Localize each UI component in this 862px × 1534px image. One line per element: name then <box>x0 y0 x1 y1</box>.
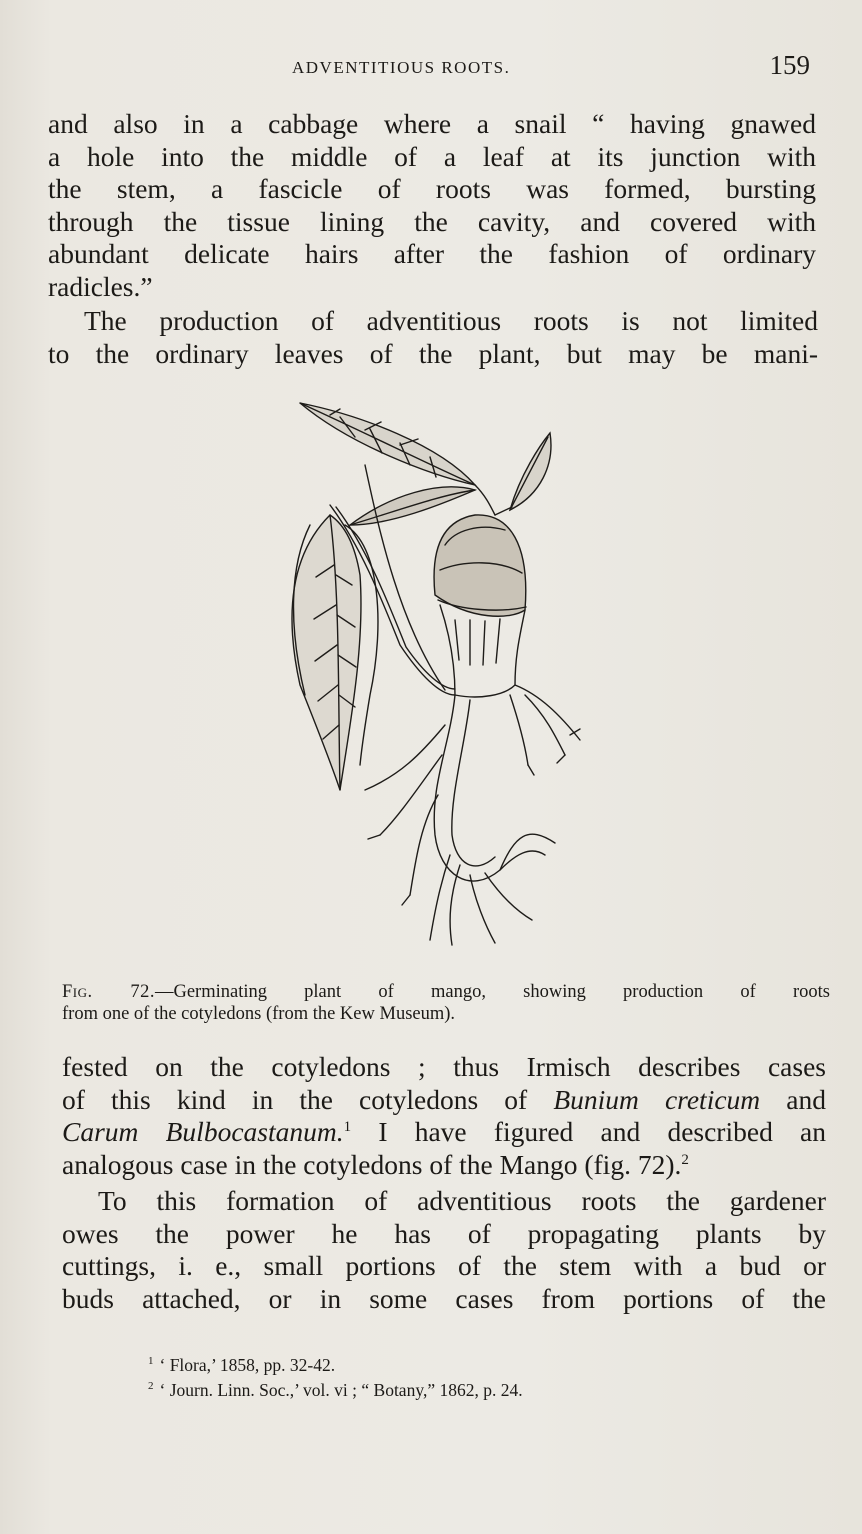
caption-line: from one of the cotyledons (from the Kew Museum). <box>62 1004 456 1024</box>
text-line: the stem, a fascicle of roots was formed, bursting <box>48 173 816 205</box>
text-line: The production of adventitious roots is not limited <box>84 305 818 336</box>
caption-line <box>62 981 830 1003</box>
paragraph-cabbage <box>48 108 816 304</box>
text-line: abundant delicate hairs after the fashion of ordinary <box>48 238 816 270</box>
figure-label: Fig. 72. <box>62 982 155 1002</box>
text-line <box>62 1116 826 1149</box>
text-fragment: analogous case in the cotyledons of the Mango (fig. 72). <box>62 1148 682 1180</box>
footnote-ref: 1 <box>343 1119 352 1136</box>
paragraph-production <box>48 305 818 370</box>
text-fragment: of this kind in the cotyledons of <box>62 1083 554 1115</box>
figure-caption <box>62 981 830 1025</box>
footnote-ref: 2 <box>681 1151 689 1168</box>
text-line: a hole into the middle of a leaf at its junction with <box>48 140 816 172</box>
mango-seedling-illustration <box>270 395 600 955</box>
text-line: owes the power he has of propagating plants by <box>62 1217 826 1249</box>
paragraph-cuttings <box>62 1185 826 1315</box>
page-number: 159 <box>769 50 810 80</box>
species-name: Bunium creticum <box>553 1083 761 1115</box>
text-line: and also in a cabbage where a snail “ having gnawed <box>48 108 816 139</box>
text-line: buds attached, or in some cases from portions of the <box>62 1282 826 1314</box>
footnote-mark: 1 <box>148 1355 154 1367</box>
caption-text: —Germinating plant of mango, showing production of roots <box>154 982 830 1002</box>
footnote-text: ‘ Journ. Linn. Soc.,’ vol. vi ; “ Botany,” 1862, p. 24. <box>159 1380 523 1401</box>
footnotes <box>148 1351 788 1402</box>
running-title: ADVENTITIOUS ROOTS. <box>292 58 511 77</box>
footnote-text: ‘ Flora,’ 1858, pp. 32-42. <box>159 1354 336 1375</box>
footnote <box>148 1351 788 1376</box>
footnote <box>148 1376 788 1401</box>
text-fragment: and <box>760 1083 826 1115</box>
text-line: cuttings, i. e., small portions of the stem with a bud or <box>62 1250 826 1282</box>
running-head <box>0 52 862 82</box>
text-line: to the ordinary leaves of the plant, but may be mani- <box>48 337 818 369</box>
text-line: To this formation of adventitious roots the gardener <box>98 1185 826 1216</box>
text-line <box>62 1149 826 1182</box>
text-line <box>62 1084 826 1117</box>
text-fragment: I have figured and described an <box>351 1116 826 1148</box>
paragraph-cotyledons <box>62 1051 826 1181</box>
species-name: Carum Bulbocastanum. <box>62 1116 344 1148</box>
text-line: through the tissue lining the cavity, and covered with <box>48 205 816 237</box>
text-line: radicles.” <box>48 270 153 302</box>
footnote-mark: 2 <box>148 1380 154 1393</box>
text-line: fested on the cotyledons ; thus Irmisch describes cases <box>62 1051 826 1082</box>
